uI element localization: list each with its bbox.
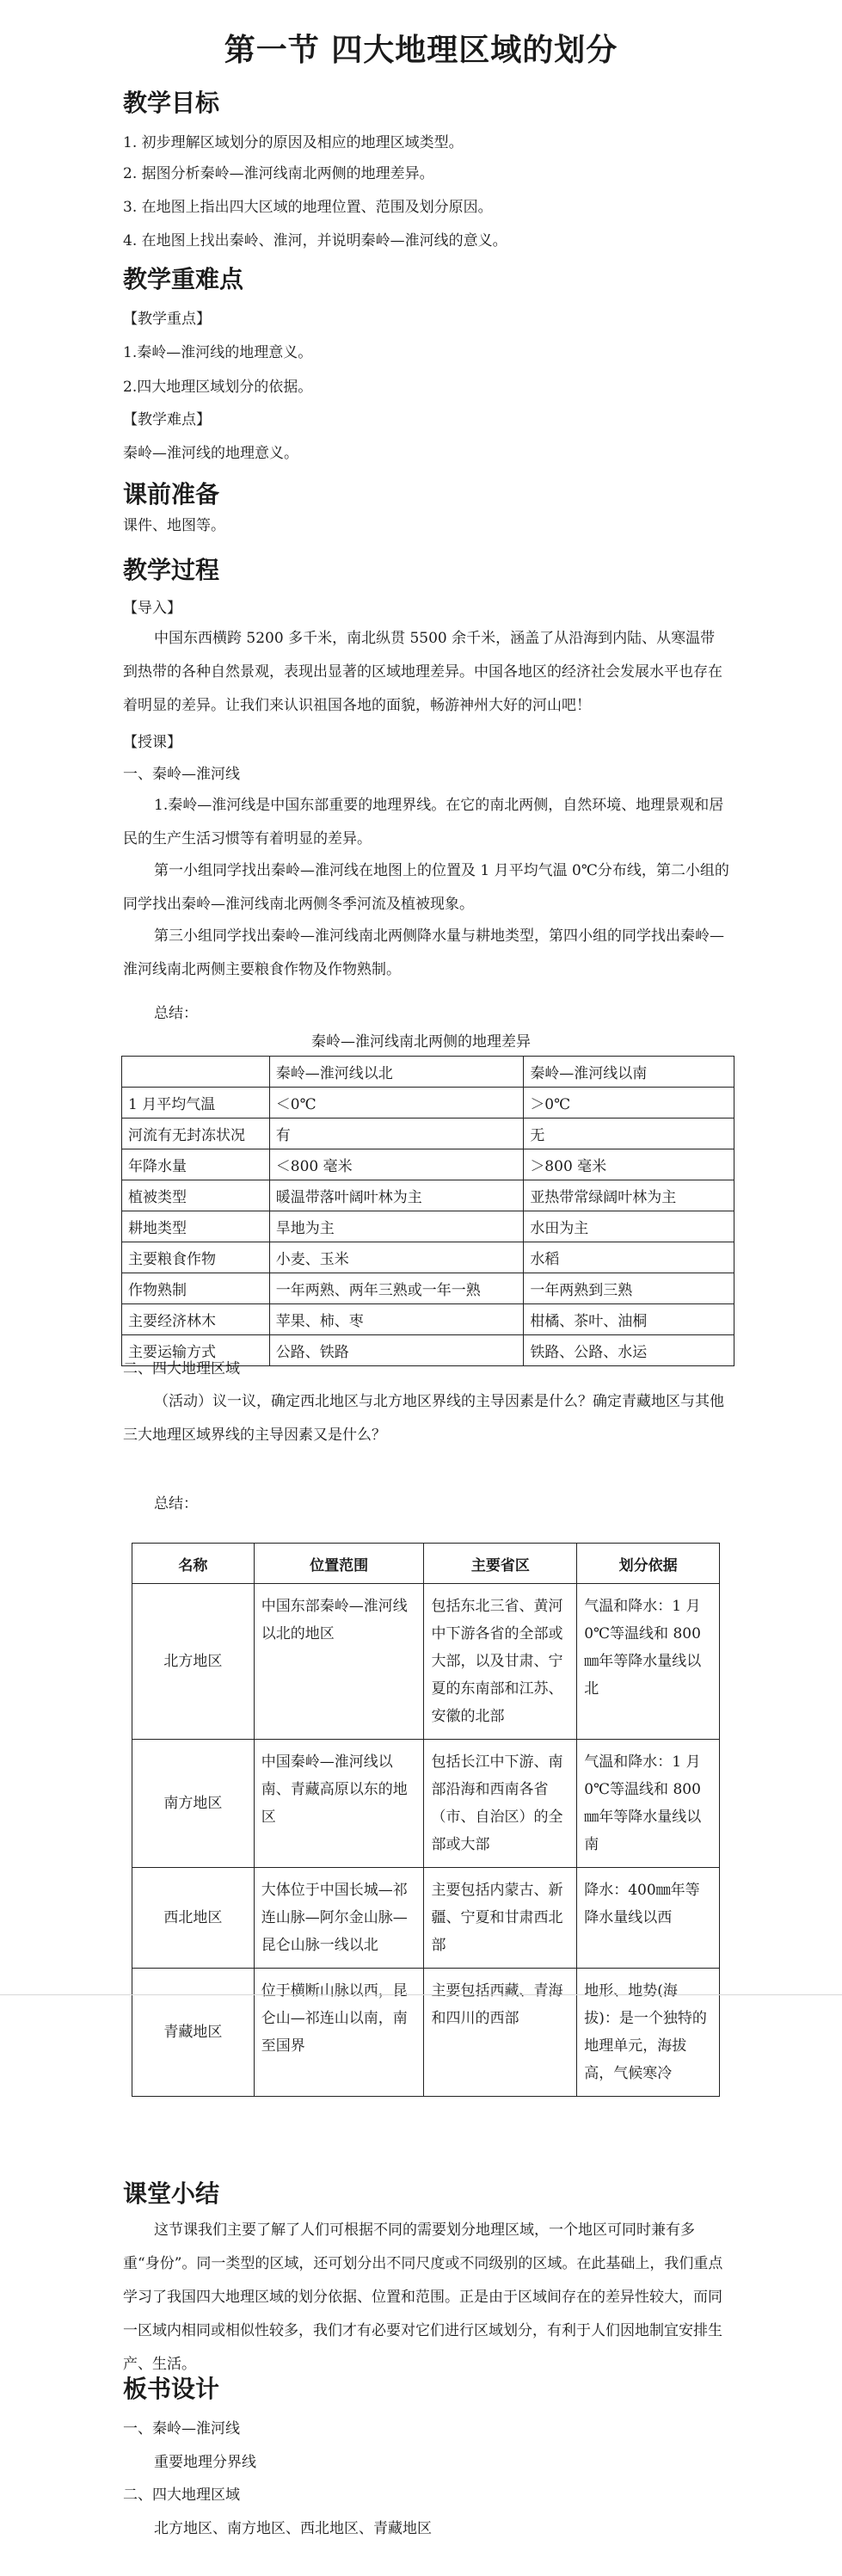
goal-item: 4. 在地图上找出秦岭、淮河，并说明秦岭—淮河线的意义。	[123, 232, 507, 250]
table-cell: 柑橘、茶叶、油桐	[524, 1304, 734, 1335]
north-south-difference-table	[121, 1056, 734, 1366]
table-row	[122, 1304, 734, 1335]
table-row	[132, 1740, 720, 1868]
section-one-paragraph: 第三小组同学找出秦岭—淮河线南北两侧降水量与耕地类型，第四小组的同学找出秦岭—淮河线南北两侧主要粮食作物及作物熟制。	[123, 927, 724, 978]
table-cell: 年降水量	[122, 1149, 270, 1180]
table-row	[132, 1868, 720, 1969]
region-name-cell: 青藏地区	[132, 1969, 255, 2097]
difficulty-label: 【教学难点】	[123, 411, 211, 428]
table-cell: 秦岭—淮河线以南	[524, 1057, 734, 1088]
table-cell: 主要包括西藏、青海和四川的西部	[424, 1969, 577, 2097]
table-cell: 主要粮食作物	[122, 1242, 270, 1273]
table-cell: 苹果、柿、枣	[269, 1304, 524, 1335]
table-cell: 水稻	[524, 1242, 734, 1273]
table-cell: 位于横断山脉以西，昆仑山—祁连山以南，南至国界	[254, 1969, 424, 2097]
table-cell: 主要运输方式	[122, 1335, 270, 1366]
table-cell: 1 月平均气温	[122, 1088, 270, 1119]
board-item: 北方地区、南方地区、西北地区、青藏地区	[154, 2520, 432, 2537]
table-cell: ＞0℃	[524, 1088, 734, 1119]
table-cell: 水田为主	[524, 1211, 734, 1242]
region-name-cell: 南方地区	[132, 1740, 255, 1868]
table-cell: 降水：400㎜年等降水量线以西	[577, 1868, 720, 1969]
table-cell: ＜800 毫米	[269, 1149, 524, 1180]
table-row	[122, 1119, 734, 1149]
focus-item: 2.四大地理区域划分的依据。	[123, 379, 313, 396]
intro-label: 【导入】	[123, 600, 181, 617]
summary-heading: 课堂小结	[123, 2179, 220, 2208]
table-cell: 植被类型	[122, 1180, 270, 1211]
table-row	[122, 1180, 734, 1211]
table-cell: 暖温带落叶阔叶林为主	[269, 1180, 524, 1211]
table-cell: 作物熟制	[122, 1273, 270, 1304]
table-row	[122, 1211, 734, 1242]
board-heading: 板书设计	[123, 2375, 220, 2403]
table-cell: 亚热带常绿阔叶林为主	[524, 1180, 734, 1211]
table-cell: ＞800 毫米	[524, 1149, 734, 1180]
table-cell: 公路、铁路	[269, 1335, 524, 1366]
goal-item: 1. 初步理解区域划分的原因及相应的地理区域类型。	[123, 134, 464, 151]
table-cell: 地形、地势(海拔)：是一个独特的地理单元，海拔高，气候寒冷	[577, 1969, 720, 2097]
section-one-title: 一、秦岭—淮河线	[123, 766, 240, 783]
activity-paragraph: （活动）议一议，确定西北地区与北方地区界线的主导因素是什么？确定青藏地区与其他三大地理区域界线的主导因素又是什么？	[123, 1393, 724, 1444]
table-row	[122, 1242, 734, 1273]
region-name-cell: 北方地区	[132, 1584, 255, 1740]
table-cell: 旱地为主	[269, 1211, 524, 1242]
table-cell: 中国秦岭—淮河线以南、青藏高原以东的地区	[254, 1740, 424, 1868]
table-header-cell: 名称	[132, 1544, 255, 1584]
intro-paragraph: 中国东西横跨 5200 多千米，南北纵贯 5500 余千米，涵盖了从沿海到内陆、从寒温带到热带的各种自然景观，表现出显著的区域地理差异。中国各地区的经济社会发展水平也存在着明显的差异。让我们来认识祖国各地的面貌，畅游神州大好的河山吧！	[123, 630, 722, 714]
goal-item: 2. 据图分析秦岭—淮河线南北两侧的地理差异。	[123, 165, 434, 182]
table-cell: 耕地类型	[122, 1211, 270, 1242]
table-cell: 有	[269, 1119, 524, 1149]
table-row	[122, 1273, 734, 1304]
table-row	[132, 1969, 720, 2097]
focus-item: 1.秦岭—淮河线的地理意义。	[123, 344, 313, 361]
table-header-cell: 划分依据	[577, 1544, 720, 1584]
table-cell: 包括东北三省、黄河中下游各省的全部或大部，以及甘肃、宁夏的东南部和江苏、安徽的北部	[424, 1584, 577, 1740]
process-heading: 教学过程	[123, 556, 220, 584]
table-header-row	[132, 1544, 720, 1584]
goals-heading: 教学目标	[123, 89, 220, 117]
table-cell: 气温和降水：1 月 0℃等温线和 800㎜年等降水量线以南	[577, 1740, 720, 1868]
table-row	[132, 1584, 720, 1740]
section-one-paragraph: 1.秦岭—淮河线是中国东部重要的地理界线。在它的南北两侧，自然环境、地理景观和居民的生产生活习惯等有着明显的差异。	[123, 797, 724, 847]
prep-text: 课件、地图等。	[123, 517, 225, 534]
summary-label: 总结：	[154, 1495, 198, 1513]
table-cell: 中国东部秦岭—淮河线以北的地区	[254, 1584, 424, 1740]
section-one-paragraph: 第一小组同学找出秦岭—淮河线在地图上的位置及 1 月平均气温 0℃分布线，第二小组的同学找出秦岭—淮河线南北两侧冬季河流及植被现象。	[123, 862, 729, 913]
goal-item: 3. 在地图上指出四大区域的地理位置、范围及划分原因。	[123, 199, 493, 216]
board-item: 一、秦岭—淮河线	[123, 2420, 240, 2437]
table-header-cell: 主要省区	[424, 1544, 577, 1584]
summary-label: 总结：	[154, 1005, 198, 1022]
board-item: 二、四大地理区域	[123, 2487, 240, 2504]
four-regions-table	[132, 1543, 720, 2097]
table-cell: ＜0℃	[269, 1088, 524, 1119]
focus-label: 【教学重点】	[123, 311, 211, 328]
table-cell: 河流有无封冻状况	[122, 1119, 270, 1149]
key-points-heading: 教学重难点	[123, 265, 244, 293]
table-cell: 一年两熟、两年三熟或一年一熟	[269, 1273, 524, 1304]
table-cell: 大体位于中国长城—祁连山脉—阿尔金山脉—昆仑山脉一线以北	[254, 1868, 424, 1969]
table-cell	[122, 1057, 270, 1088]
lecture-label: 【授课】	[123, 734, 181, 751]
table-cell: 铁路、公路、水运	[524, 1335, 734, 1366]
board-item: 重要地理分界线	[154, 2454, 256, 2471]
page-title: 第一节 四大地理区域的划分	[224, 33, 618, 68]
table-cell: 秦岭—淮河线以北	[269, 1057, 524, 1088]
table-cell: 无	[524, 1119, 734, 1149]
table-row	[122, 1088, 734, 1119]
table-header-row	[122, 1057, 734, 1088]
table-cell: 气温和降水：1 月 0℃等温线和 800㎜年等降水量线以北	[577, 1584, 720, 1740]
summary-paragraph: 这节课我们主要了解了人们可根据不同的需要划分地理区域，一个地区可同时兼有多重“身份”。同一类型的区域，还可划分出不同尺度或不同级别的区域。在此基础上，我们重点学习了我国四大地理区域的划分依据、位置和范围。正是由于区域间存在的差异性较大，而同一区域内相同或相似性较多，我们才有必要对它们进行区域划分，有利于人们因地制宜安排生产、生活。	[123, 2222, 723, 2373]
page-break-line	[0, 1994, 842, 1995]
table-cell: 一年两熟到三熟	[524, 1273, 734, 1304]
table-cell: 小麦、玉米	[269, 1242, 524, 1273]
table-row	[122, 1149, 734, 1180]
region-name-cell: 西北地区	[132, 1868, 255, 1969]
prep-heading: 课前准备	[123, 480, 220, 508]
table-caption: 秦岭—淮河线南北两侧的地理差异	[311, 1033, 531, 1051]
table-cell: 包括长江中下游、南部沿海和西南各省（市、自治区）的全部或大部	[424, 1740, 577, 1868]
difficulty-text: 秦岭—淮河线的地理意义。	[123, 445, 298, 462]
section-two-title: 二、四大地理区域	[123, 1360, 240, 1377]
table-cell: 主要经济林木	[122, 1304, 270, 1335]
table-cell: 主要包括内蒙古、新疆、宁夏和甘肃西北部	[424, 1868, 577, 1969]
table-header-cell: 位置范围	[254, 1544, 424, 1584]
